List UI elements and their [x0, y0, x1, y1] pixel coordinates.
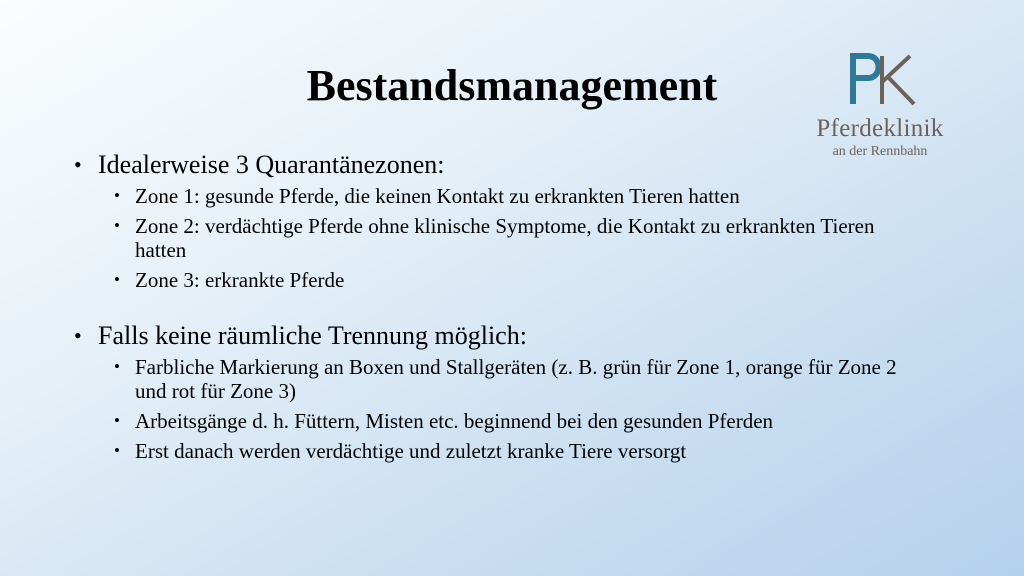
logo-name: Pferdeklinik: [816, 115, 944, 142]
list-item: [74, 355, 924, 403]
list-item-text: Zone 3: erkrankte Pferde: [135, 268, 345, 292]
section-quarantine-zones: [74, 150, 924, 292]
pk-logo-mark: [846, 52, 918, 108]
list-item: [74, 214, 924, 262]
list-item: [74, 184, 924, 208]
bullet-icon: •: [114, 216, 120, 235]
slide-content: [74, 150, 924, 469]
list-item-text: Zone 1: gesunde Pferde, die keinen Kontakt zu erkrankten Tieren hatten: [135, 184, 740, 208]
bullet-icon: •: [74, 323, 82, 348]
section-heading: Idealerweise 3 Quarantänezonen:: [98, 150, 445, 179]
bullet-icon: •: [114, 357, 120, 376]
sub-bullet-list: [74, 184, 924, 292]
bullet-level1: [74, 321, 924, 351]
bullet-icon: •: [114, 270, 120, 289]
list-item-text: Farbliche Markierung an Boxen und Stallgeräten (z. B. grün für Zone 1, orange für Zone 2 und rot für Zone 3): [135, 355, 897, 403]
clinic-logo: [800, 52, 960, 162]
list-item: [74, 409, 924, 433]
slide-title: Bestandsmanagement: [306, 61, 718, 110]
bullet-icon: •: [114, 411, 120, 430]
sub-bullet-list: [74, 355, 924, 463]
logo-subtitle: an der Rennbahn: [832, 144, 928, 159]
list-item-text: Zone 2: verdächtige Pferde ohne klinische Symptome, die Kontakt zu erkrankten Tieren hatten: [135, 214, 875, 262]
section-no-separation: [74, 321, 924, 463]
bullet-level1: [74, 150, 924, 180]
bullet-icon: •: [114, 441, 120, 460]
bullet-icon: •: [74, 152, 82, 177]
list-item: [74, 439, 924, 463]
bullet-icon: •: [114, 186, 120, 205]
list-item: [74, 268, 924, 292]
list-item-text: Erst danach werden verdächtige und zuletzt kranke Tiere versorgt: [135, 439, 687, 463]
list-item-text: Arbeitsgänge d. h. Füttern, Misten etc. beginnend bei den gesunden Pferden: [135, 409, 774, 433]
section-heading: Falls keine räumliche Trennung möglich:: [98, 321, 527, 350]
